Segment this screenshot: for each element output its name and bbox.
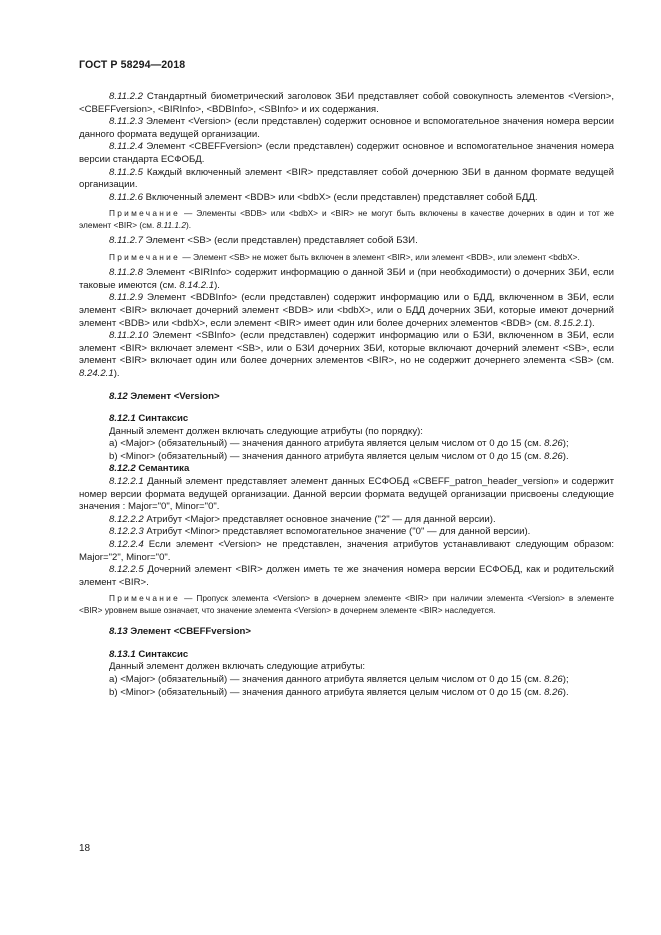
paragraph: 8.11.2.3 Элемент <Version> (если представлен) содержит основное и вспомогательное значения номера версии данного формата ведущей организации. bbox=[79, 116, 614, 140]
paragraph: Данный элемент должен включать следующие атрибуты: bbox=[109, 661, 366, 673]
document-body bbox=[79, 91, 614, 699]
subsection-heading: 8.13.1 Синтаксис bbox=[109, 648, 189, 660]
note: Примечание — Элементы <BDB> или <bdbX> и <BIR> не могут быть включены в качестве дочерних в один и тот же элемент <BIR> (см. 8.11.1.2). bbox=[79, 208, 614, 230]
paragraph: 8.11.2.2 Стандартный биометрический заголовок ЗБИ представляет собой совокупность элементов <Version>, <CBEFFversion>, <BIRInfo>, <BDBInfo>, <SBInfo> и их содержания. bbox=[79, 91, 614, 115]
list-item: b) <Minor> (обязательный) — значения данного атрибута является целым числом от 0 до 15 (см. 8.26). bbox=[109, 450, 569, 462]
paragraph: 8.11.2.6 Включенный элемент <BDB> или <bdbX> (если представлен) представляет собой БДД. bbox=[109, 191, 538, 203]
paragraph: 8.11.2.8 Элемент <BIRInfo> содержит информацию о данной ЗБИ и (при необходимости) о дочерних ЗБИ, если таковые имеются (см. 8.14.2.1). bbox=[79, 267, 614, 291]
section-heading: 8.13 Элемент <CBEFFversion> bbox=[109, 626, 252, 638]
paragraph: 8.12.2.2 Атрибут <Major> представляет основное значение ("2" — для данной версии). bbox=[109, 513, 496, 525]
section-heading: 8.12 Элемент <Version> bbox=[109, 390, 220, 402]
document-header: ГОСТ Р 58294—2018 bbox=[79, 59, 186, 71]
paragraph: 8.12.2.5 Дочерний элемент <BIR> должен иметь те же значения номера версии ЕСФОБД, как и родительский элемент <BIR>. bbox=[79, 564, 614, 588]
paragraph: 8.11.2.10 Элемент <SBInfo> (если представлен) содержит информацию или о БЗИ, включенном в ЗБИ, если элемент <BIR> включает элемент <SB>, или о БЗИ дочерних ЗБИ, которые включают дочерний элемент <SB>, если элемент <BIR> включает один или более дочерних элементов <BIR>, но не содержит дочернего элемента <SB> (см. 8.24.2.1). bbox=[79, 330, 614, 379]
page-number: 18 bbox=[79, 843, 91, 854]
note: Примечание — Пропуск элемента <Version> в дочернем элементе <BIR> при наличии элемента <Version> в элементе <BIR> уровнем выше означает, что значение элемента <Version> в дочернем элементе <BIR> наследуется. bbox=[79, 593, 614, 615]
paragraph: 8.11.2.5 Каждый включенный элемент <BIR> представляет собой дочернюю ЗБИ в данном формате ведущей организации. bbox=[79, 166, 614, 191]
list-item: a) <Major> (обязательный) — значения данного атрибута является целым числом от 0 до 15 (см. 8.26); bbox=[109, 438, 569, 450]
paragraph: 8.11.2.9 Элемент <BDBInfo> (если представлен) содержит информацию или о БДД, включенном в ЗБИ, если элемент <BIR> включает дочерний элемент <BDB> или <bdbX>, или о БДД дочерних ЗБИ, которые имеют дочерний элемент <BDB> или <bdbX>, если элемент <BIR> имеет один или более дочерних элементов <BDB> (см. 8.15.2.1). bbox=[79, 292, 614, 329]
note: Примечание — Элемент <SB> не может быть включен в элемент <BIR>, или элемент <BDB>, или элемент <bdbX>. bbox=[109, 251, 580, 262]
list-item: a) <Major> (обязательный) — значения данного атрибута является целым числом от 0 до 15 (см. 8.26); bbox=[109, 674, 569, 685]
paragraph: 8.12.2.3 Атрибут <Minor> представляет вспомогательное значение ("0" — для данной версии). bbox=[109, 526, 531, 538]
paragraph: 8.12.2.4 Если элемент <Version> не представлен, значения атрибутов устанавливают следующим образом: Major="2", Minor="0". bbox=[79, 539, 614, 563]
subsection-heading: 8.12.1 Синтаксис bbox=[109, 413, 189, 425]
paragraph: 8.12.2.1 Данный элемент представляет элемент данных ЕСФОБД «CBEFF_patron_header_version» и содержит номер версии формата ведущей организации. Данной версии формата ведущей организации присвоены следующие значения : Major="0", Minor="0". bbox=[79, 476, 614, 513]
subsection-heading: 8.12.2 Семантика bbox=[109, 463, 190, 475]
paragraph: 8.11.2.7 Элемент <SB> (если представлен) представляет собой БЗИ. bbox=[109, 235, 418, 247]
list-item: b) <Minor> (обязательный) — значения данного атрибута является целым числом от 0 до 15 (см. 8.26). bbox=[109, 686, 569, 698]
paragraph: 8.11.2.4 Элемент <CBEFFversion> (если представлен) содержит основное и вспомогательное значения номера версии стандарта ЕСФОБД. bbox=[79, 141, 614, 165]
paragraph: Данный элемент должен включать следующие атрибуты (по порядку): bbox=[109, 425, 423, 437]
